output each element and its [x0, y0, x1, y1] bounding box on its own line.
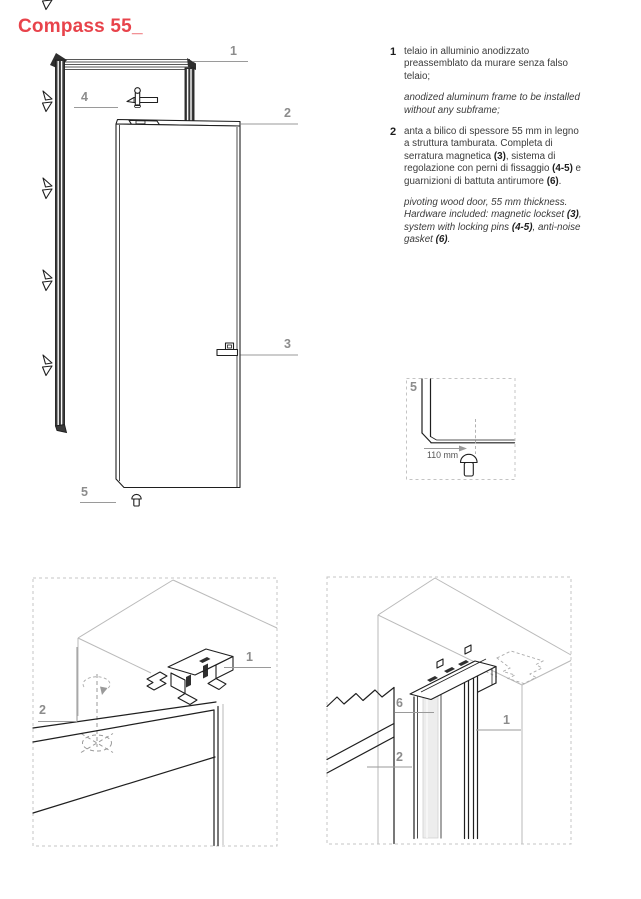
top-pin-device	[127, 88, 158, 108]
callout-side-detail-gasket: 6	[396, 696, 403, 710]
jamb-profile-section	[410, 645, 496, 839]
pivot-pin-large-icon	[461, 454, 478, 476]
callout-main-frame: 1	[230, 44, 237, 58]
pivot-dimension-label: 110 mm	[427, 450, 459, 460]
pivot-dimension-detail	[407, 379, 516, 480]
note-text-italian: anta a bilico di spessore 55 mm in legno a struttura tamburata. Completa di serratura magnetica (3), sistema di regolazione con perni di fissaggio (4-5) e guarnizioni di battuta antirumore (6).	[404, 126, 581, 187]
note-text-italian: telaio in alluminio anodizzato preassemblato da murare senza falso telaio;	[404, 46, 568, 82]
callout-main-top-pin: 4	[81, 90, 88, 104]
note-item-1	[388, 46, 585, 117]
callout-main-lock: 3	[284, 337, 291, 351]
wall-lines	[378, 578, 571, 844]
note-text-english: anodized aluminum frame to be installed without any subframe;	[404, 92, 580, 116]
callout-side-detail-door: 2	[396, 750, 403, 764]
note-item-2	[388, 126, 585, 247]
pivot-axis-symbol	[81, 674, 113, 753]
anchor-clips	[43, 0, 53, 376]
aluminum-profile-section	[147, 649, 233, 705]
gasket-strip	[423, 690, 438, 839]
door-edge-lines	[327, 688, 394, 844]
side-detail-box	[327, 577, 571, 844]
callout-top-detail-frame: 1	[246, 650, 253, 664]
callout-top-detail-door: 2	[39, 703, 46, 717]
door-panel-drawing	[116, 120, 240, 507]
callout-main-bottom-pin: 5	[81, 485, 88, 499]
note-text-english: pivoting wood door, 55 mm thickness. Hardware included: magnetic lockset (3), system with locking pins (4-5), anti-noise gasket (6).	[404, 197, 582, 246]
top-detail-box	[33, 578, 277, 846]
callout-side-detail-frame: 1	[503, 713, 510, 727]
note-number: 1	[390, 46, 397, 58]
note-number: 2	[390, 126, 397, 138]
page-title: Compass 55_	[18, 16, 143, 37]
wall-lines	[78, 580, 277, 845]
callout-main-door: 2	[284, 106, 291, 120]
bottom-pivot-pin-icon	[132, 494, 141, 506]
callout-pivot-detail-num: 5	[410, 380, 417, 394]
door-slab-lines	[33, 702, 218, 846]
